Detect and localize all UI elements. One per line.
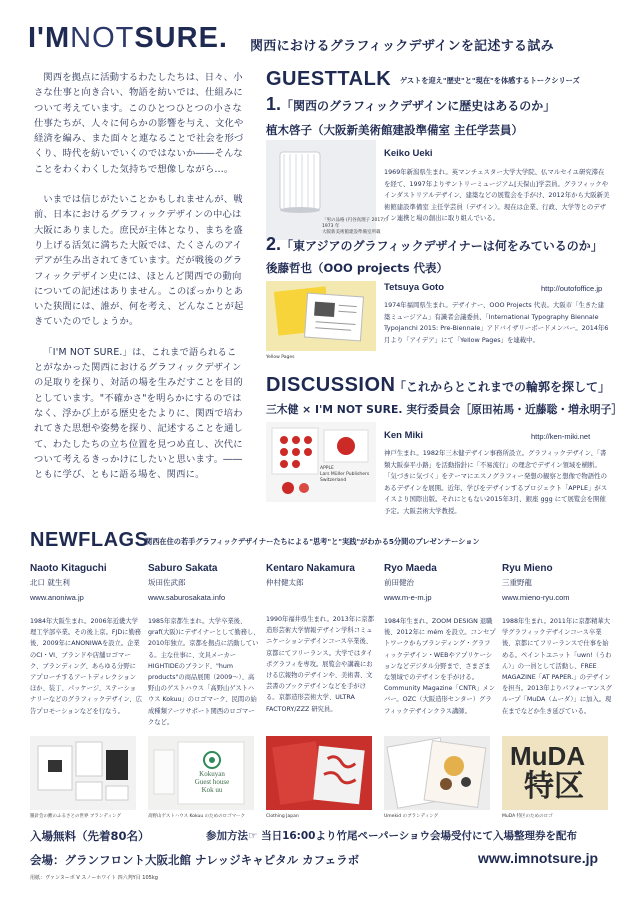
person-1-photo xyxy=(30,736,136,810)
discussion-heading: DISCUSSION xyxy=(266,374,396,396)
person-url[interactable]: www.m-e-m.jp xyxy=(384,593,432,602)
newflags-heading: NEWFLAGS xyxy=(30,529,149,551)
discussion-english-name: Ken Miki xyxy=(384,430,424,441)
person-name: Ryo Maeda xyxy=(384,563,437,574)
person-name: Kentaro Nakamura xyxy=(266,563,355,574)
talk-1-speaker: 植木啓子（大阪新美術館建設準備室 主任学芸員） xyxy=(266,123,524,137)
kokuu-logo-text: Kokuyan Guest house Kok uu xyxy=(194,770,230,794)
person-jp-name: 三重野龍 xyxy=(502,578,532,587)
person-url[interactable]: www.saburosakata.info xyxy=(148,593,226,602)
intro-paragraph-3: 「I'M NOT SURE.」は、これまで語られることがなかった関西におけるグラフィックデザインの足取りを探り、対話の場を生みだすことを目的としています。"不確かさ"を明らかにするのではなく、浮かび上がる歴史をたよりに、関西で培われてきた思想や姿勢を探り、記述することを通して、わたしたちの立ち位置を見つめ直し、次代について考えるきっかけにしたいと思います。――ともに学び、ともに語る場を、関西に。 xyxy=(34,346,243,481)
discussion-url[interactable]: http://ken-miki.net xyxy=(531,432,591,441)
talk-2-title: 2.「東アジアのグラフィックデザイナーは何をみているのか」 xyxy=(266,234,603,254)
guesttalk-subtitle: ゲストを迎え"歴史"と"現在"を体感するトークシリーズ xyxy=(400,76,580,85)
person-url[interactable]: www.mieno-ryu.com xyxy=(502,593,570,602)
person-bio: 1984年大阪生まれ。2006年近畿大学理工学部卒業。その後上京。FJDに勤務後、2009年にANONIWAを設立。企業のCI・VI、ブランドや店舗ロゴマーク、ブランディング、あらゆる分野にアプローチするアートディレクションほか、装丁、パッケージ、ステーショナリーなどのグラフィックデザイン、広告プロモーションなどを行なう。 xyxy=(30,618,142,715)
person-bio: 1988年生まれ。2011年に京都精華大学グラフィックデザインコース卒業後、京都にてフリーランスで仕事を始める。ペイントユニット「uwn!（うわん）」の一員として活動し、FREE MAGAZINE「AT PAPER.」のデザインを担当。2013年よりパフォーマンスグループ「MuDA（ムーダ）」に加入。現在までなどか生き延びている。 xyxy=(502,618,612,715)
talk-1-bio: 1969年新潟県生まれ。英マンチェスター大学大学院、仏マルセイユ研究滞在を経て、1997年よりサントリーミュージアム[天保山]学芸員。グラフィックやインダストリアルデザイン、建築などの展覧会を手がけ、2012年から大阪新美術館建設準備室 主任学芸員（デザイン）。現在は企業、行政、大学等とのデザイン連携と場の創出に取り組んでいる。 xyxy=(384,168,610,222)
person-bio: 1990年福井県生まれ。2013年に京都造形芸術大学情報デザイン学科コミュニケーションデザインコース卒業後、京都にてフリーランス。大学ではタイポグラフィを専攻。展覧会や講義における広報物のデザインや、美術書、文芸書のブックデザインなどを手がける。京都造形芸術大学、ULTRA FACTORY/ZZZ 研究員。 xyxy=(266,616,374,713)
intro-paragraph-2: いまでは信じがたいことかもしれませんが、戦前、日本におけるグラフィックデザインの中心は大阪にありました。庶民が主体となり、まちを盛り上げる活気に満ちた大阪では、たくさんのアイデアが生み出されてきています。だが戦後のグラフィックデザイン史には、ほとんど関西での動向についての記述はありません。このぽっかりとあいた狭間には、誰が、何を考え、どんなことが起きていたのでしょうか。 xyxy=(34,194,244,328)
intro-text xyxy=(34,70,246,482)
guesttalk-heading: GUESTTALK xyxy=(266,68,392,90)
newflags-person-3 xyxy=(266,563,378,715)
person-url[interactable]: www.anoniwa.jp xyxy=(30,593,84,602)
person-4-caption: Umekid のブランディング xyxy=(384,814,439,819)
clothing-japan-graphic xyxy=(266,736,372,810)
tagline: 関西におけるグラフィックデザインを記述する試み xyxy=(250,39,554,54)
person-jp-name: 北口 就生利 xyxy=(30,578,70,587)
person-bio: 1984年生まれ。ZOOM DESIGN 退職後、2012年に mém を設立。コンセプトワークからブランディング・グラフィックデザイン・WEBやアプリケーションなどデジタル分野まで、さまざまな領域でのデザインを手がける。Community Magazine「CNTR」メンバー。OZC（大阪造形センター）グラフィックデザインクラス講師。 xyxy=(384,618,496,715)
participation-method: 参加方法☞ 当日16:00より竹尾ペーパーショウ会場受付にて入場整理券を配布 xyxy=(206,830,578,842)
person-5-caption: MuDA 特区のためのロゴ xyxy=(502,814,553,819)
talk-1-caption: 「男の品格 (円谷真理子 2017)」 1973 年 大阪新美術館建設準備室所蔵 xyxy=(322,218,390,235)
newflags-person-1 xyxy=(30,563,142,717)
talk-2-speaker: 後藤哲也（OOO projects 代表） xyxy=(266,261,449,275)
discussion-speakers: 三木健 × I'M NOT SURE. 実行委員会［原田祐馬・近藤聡・増永明子］ xyxy=(266,403,623,416)
person-name: Ryu Mieno xyxy=(502,563,553,574)
talk-2-english-name: Tetsuya Goto xyxy=(384,282,444,293)
talk-1-english-name: Keiko Ueki xyxy=(384,148,433,159)
newflags-person-5 xyxy=(502,563,614,717)
newflags-person-4 xyxy=(384,563,496,717)
newflags-person-2 xyxy=(148,563,260,728)
paper-spec: 用紙：ヴァンヌーボ V スノーホワイト 四六判Y目 105kg xyxy=(30,875,158,881)
talk-2-bio: 1974年福岡県生まれ。デザイナー、OOO Projects 代表。大阪市「生きた建築ミュージアム」有識者会議委員、「International Typography Biennale Typojanchi 2015: Pre-Biennale」アドバイザリーボードメンバー。2014年6月より「アイデア」にて「Yellow Pages」を連載中。 xyxy=(384,301,609,344)
talk-1-title: 1.「関西のグラフィックデザインに歴史はあるのか」 xyxy=(266,94,556,114)
discussion-bio: 神戸生まれ。1982年三木健デザイン事務所設立。グラフィックデザイン、「書類大阪泰平小路」を活動指針に「不易流行」の理念でデザイン領域を横断。「気づきに気づく」をテーマにエスノグラフィー発想の観察と想像で物語性のあるデザインを展開。近年、学びをデザインするプロジェクト「APPLE」がスイスより国際出版。それにともない2015年3月、銀座 ggg にて展覧会を開催予定。大阪芸術大学教授。 xyxy=(384,449,608,515)
admission-info: 入場無料（先着80名） xyxy=(30,829,150,843)
talk-2-url[interactable]: http://outofoffice.jp xyxy=(541,284,603,293)
talk-2-caption: Yellow Pages xyxy=(266,355,295,360)
venue-info: 会場：グランフロント大阪北館 ナレッジキャピタル カフェラボ xyxy=(30,853,360,867)
stationery-graphic xyxy=(30,736,136,810)
umekid-graphic xyxy=(384,736,490,810)
yellow-pages-graphic xyxy=(266,281,376,351)
discussion-title: 「これからとこれまでの輪郭を探して」 xyxy=(394,380,611,394)
person-3-caption: Clothing Japan xyxy=(266,814,299,819)
event-logo: I'MNOTSURE. xyxy=(28,22,228,54)
person-5-photo: MuDA 特区 xyxy=(502,736,608,810)
person-4-photo xyxy=(384,736,490,810)
person-3-photo xyxy=(266,736,372,810)
person-bio: 1985年京都生まれ。大学卒業後、graf(大阪)にデザイナーとして勤務し、2010年独立。京都を拠点に活動している。主な仕事に、文具メーカー HIGHTIDEのブランド、"hum products"の商品展開（2009〜）、高野山のゲストハウス「高野山ゲストハウス Kokuu」のロゴマーク、民間の始成種類アーツサポート関西のロゴマークなど。 xyxy=(148,618,260,726)
apple-book-graphic xyxy=(266,422,376,502)
person-2-caption: 高野山ゲストハウス Kokuu のためのロゴマーク xyxy=(148,814,246,819)
website-link[interactable]: www.imnotsure.jp xyxy=(478,850,599,866)
person-name: Naoto Kitaguchi xyxy=(30,563,107,574)
newflags-subtitle: 関西在住の若手グラフィックデザイナーたちによる"思考"と"実践"がわかる5分間のプレゼンテーション xyxy=(145,537,480,546)
discussion-photo xyxy=(266,422,376,502)
intro-paragraph-1: 関西を拠点に活動するわたしたちは、日々、小さな仕事と向き合い、物語を紡いでは、仕組みについて考えています。このひとつひとつの小さな仕事たちが、人々に何らかの影響を与え、文化や経済を編み、また面々と連なることで社会を形づくり、時代を紡いでいくのではないか――そんなことをわくわくした気持ちで想像しながら…。 xyxy=(34,72,244,175)
discussion-caption: APPLE Lars Müller Publishers Switzerland xyxy=(320,466,370,483)
person-name: Saburo Sakata xyxy=(148,563,218,574)
person-1-caption: 羅針会の鰹のふるさとの世界 ブランディング xyxy=(30,814,121,819)
person-jp-name: 前田健治 xyxy=(384,578,414,587)
person-jp-name: 坂田佐武郎 xyxy=(148,578,186,587)
talk-2-photo xyxy=(266,281,376,351)
person-jp-name: 仲村健太郎 xyxy=(266,578,304,587)
